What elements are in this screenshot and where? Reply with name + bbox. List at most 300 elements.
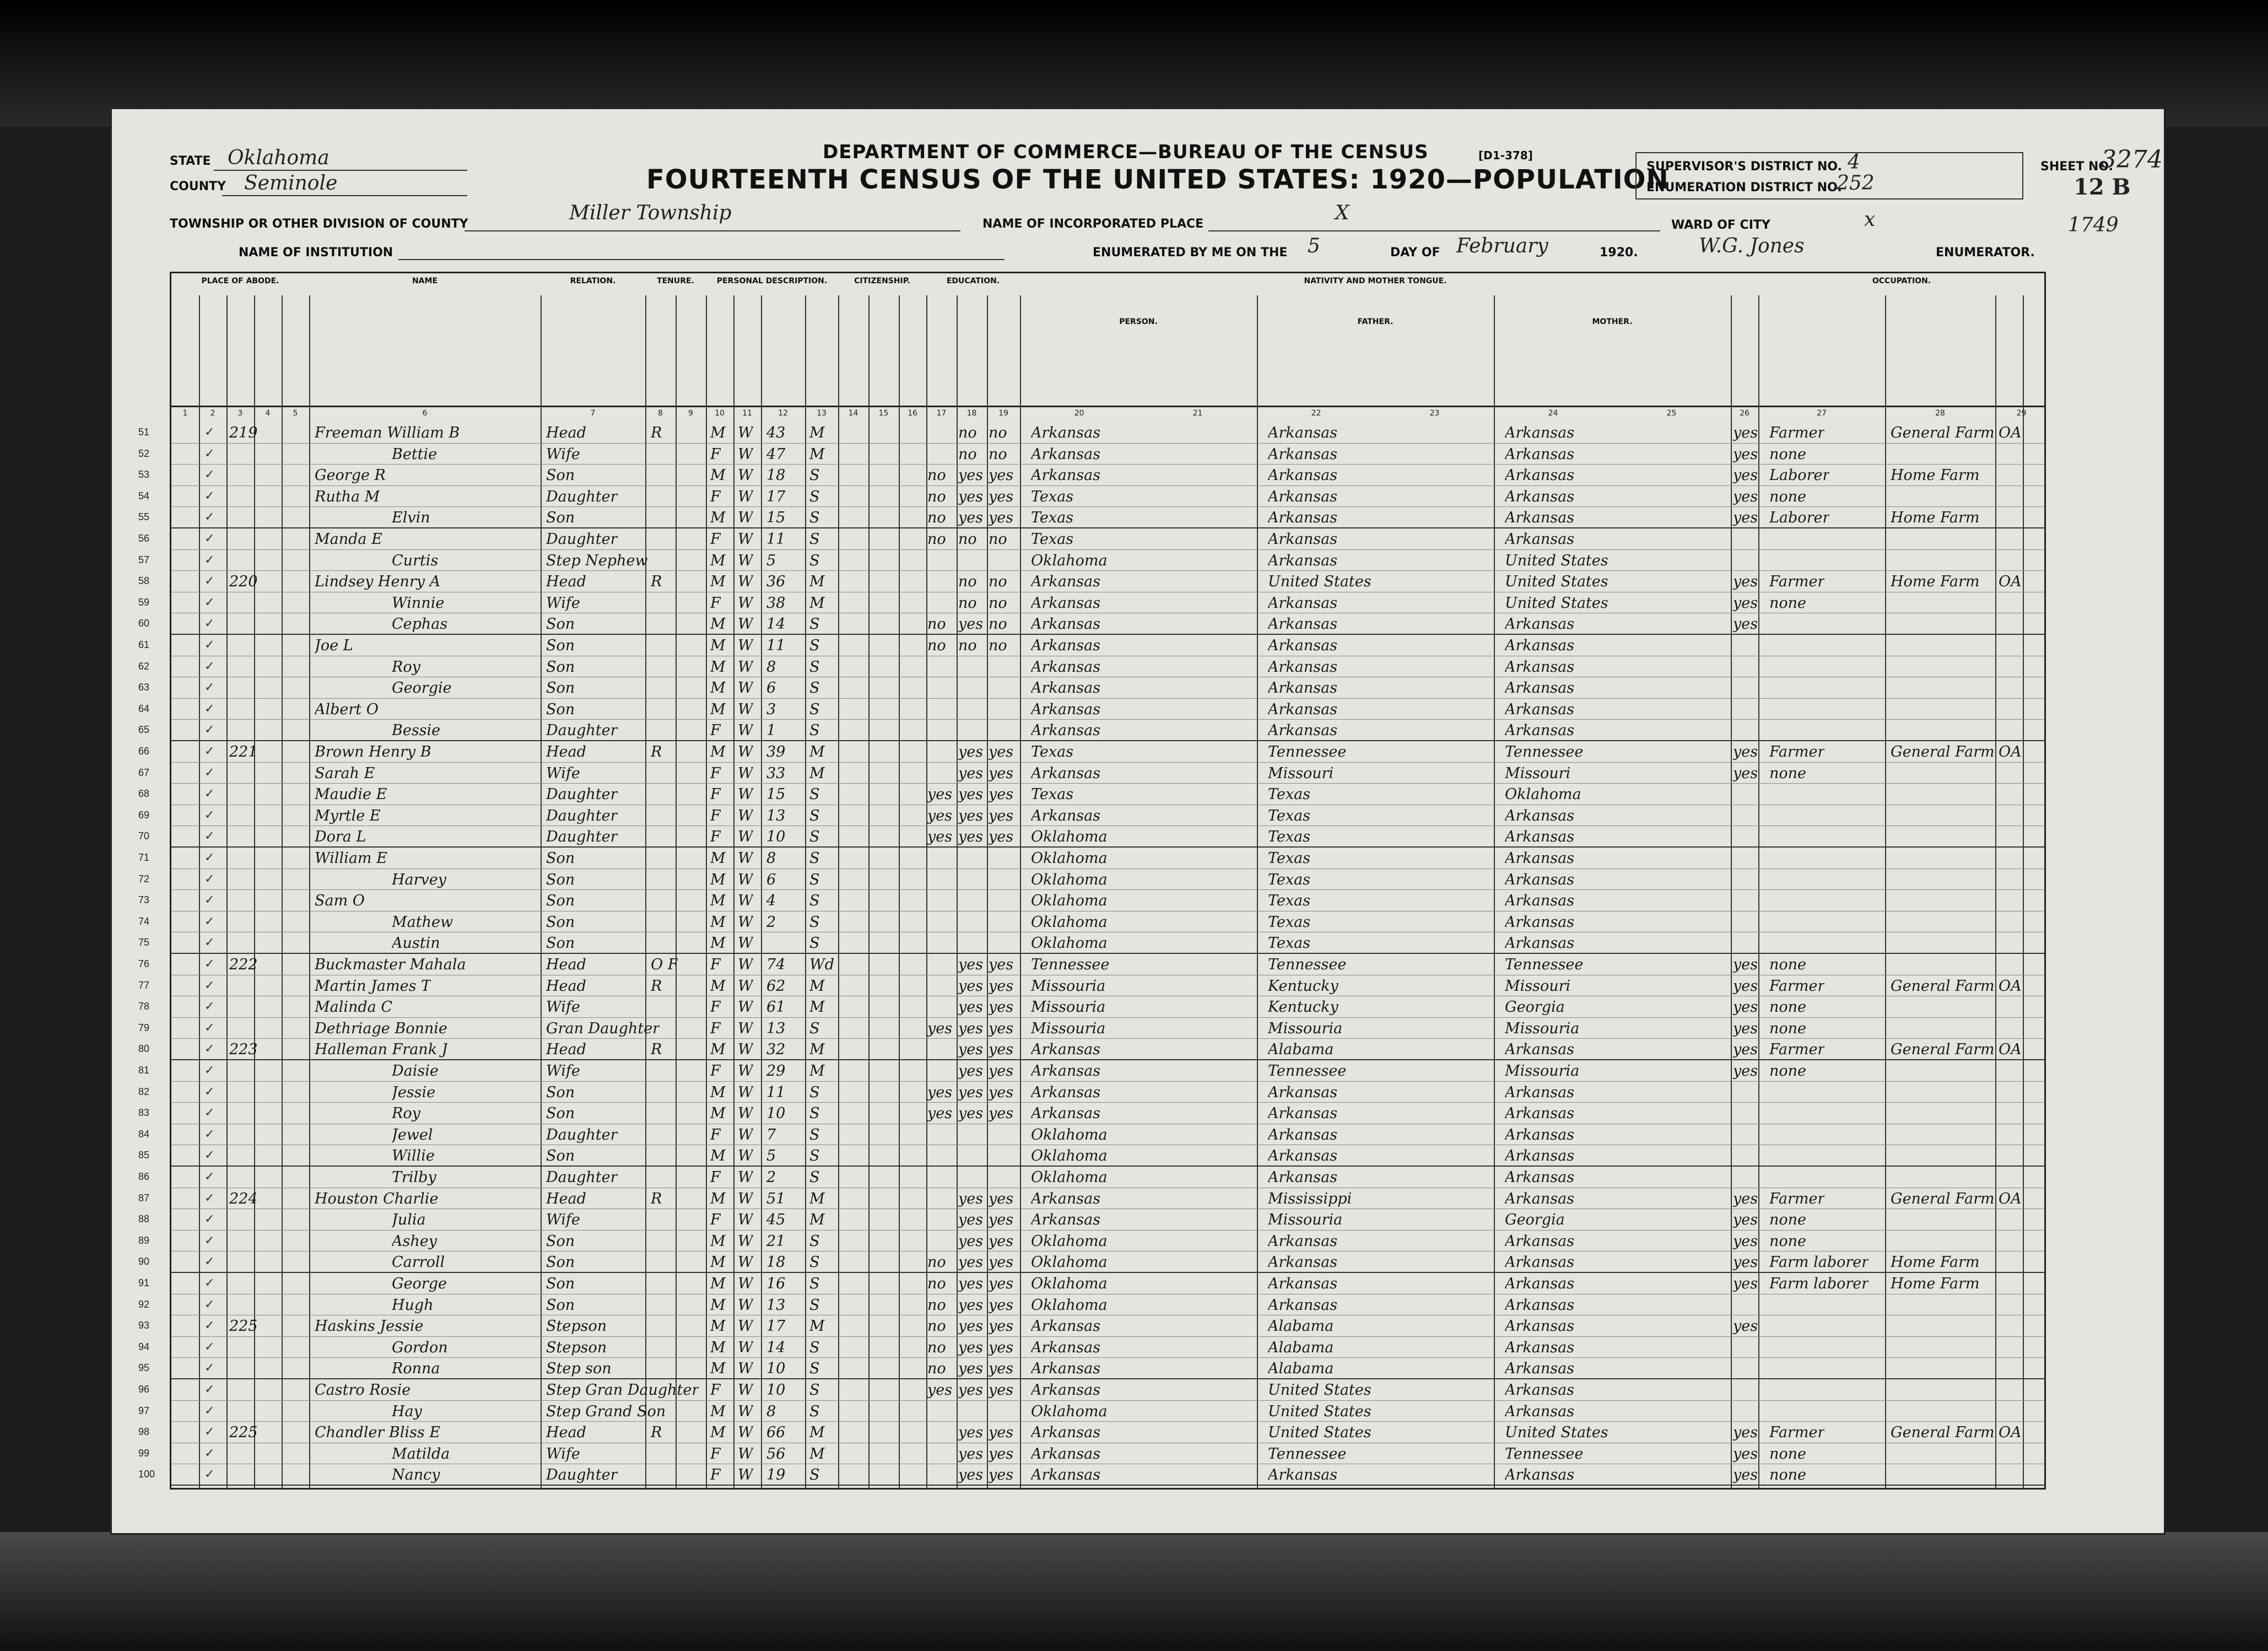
- institution-underline: [398, 259, 1005, 260]
- race: W: [738, 1296, 753, 1314]
- birthplace: Oklahoma: [1031, 1126, 1108, 1143]
- occupation: none: [1769, 1445, 1807, 1463]
- speaks-english: yes: [1733, 1424, 1758, 1442]
- check-mark: ✓: [204, 425, 215, 439]
- group-citizenship: CITIZENSHIP.: [854, 277, 910, 285]
- mother-birthplace: Missouria: [1505, 1062, 1580, 1080]
- group-nativity: NATIVITY AND MOTHER TONGUE.: [1304, 277, 1447, 285]
- table-row: [138, 975, 2044, 997]
- relation: Step Nephew: [546, 552, 648, 569]
- occupation: none: [1769, 1466, 1807, 1484]
- race: W: [738, 1105, 753, 1123]
- race: W: [738, 509, 753, 527]
- enum-month: February: [1456, 235, 1548, 257]
- occupation: none: [1769, 1211, 1807, 1229]
- person-name: Roy: [392, 658, 420, 676]
- marital-status: M: [809, 999, 825, 1016]
- person-name: Mathew: [392, 913, 453, 931]
- father-birthplace: Arkansas: [1268, 658, 1338, 676]
- age: 18: [766, 467, 786, 484]
- dwelling-number: 221: [229, 743, 258, 760]
- check-mark: ✓: [204, 723, 215, 737]
- line-number: 60: [138, 618, 150, 629]
- age: 14: [766, 616, 786, 633]
- able-to-write: yes: [989, 1318, 1014, 1335]
- check-mark: ✓: [204, 1467, 215, 1482]
- table-row: [138, 763, 2044, 784]
- age: 13: [766, 1019, 786, 1037]
- check-mark: ✓: [204, 978, 215, 992]
- birthplace: Arkansas: [1031, 1466, 1101, 1484]
- speaks-english: yes: [1733, 1019, 1758, 1037]
- able-to-write: yes: [989, 764, 1014, 782]
- occupation: Laborer: [1769, 509, 1830, 527]
- sex: M: [710, 637, 726, 654]
- relation: Daughter: [546, 1126, 618, 1143]
- able-to-write: yes: [989, 1083, 1014, 1101]
- table-row: [138, 890, 2044, 911]
- person-name: Harvey: [392, 871, 447, 888]
- line-number: 66: [138, 746, 150, 757]
- place-label: NAME OF INCORPORATED PLACE: [982, 217, 1204, 231]
- tenure: R: [651, 977, 662, 995]
- check-mark: ✓: [204, 595, 215, 609]
- birthplace: Arkansas: [1031, 700, 1101, 718]
- race: W: [738, 445, 753, 463]
- line-number: 75: [138, 937, 150, 948]
- check-mark: ✓: [204, 1127, 215, 1141]
- person-name: Winnie: [392, 594, 445, 612]
- column-number: 24: [1548, 409, 1558, 418]
- age: 1: [766, 722, 776, 740]
- speaks-english: yes: [1733, 1041, 1758, 1059]
- person-name: Brown Henry B: [315, 743, 431, 760]
- mother-birthplace: Arkansas: [1505, 1105, 1575, 1123]
- group-tenure: TENURE.: [657, 277, 694, 285]
- person-name: Willie: [392, 1147, 435, 1165]
- sex: F: [710, 828, 721, 846]
- marital-status: S: [809, 1382, 820, 1399]
- line-number: 83: [138, 1107, 150, 1119]
- relation: Daughter: [546, 722, 618, 740]
- marital-status: S: [809, 722, 820, 740]
- mother-birthplace: Georgia: [1505, 1211, 1565, 1229]
- table-row: [138, 1379, 2044, 1401]
- able-to-read: yes: [958, 509, 984, 527]
- able-to-read: yes: [958, 1190, 984, 1207]
- mother-birthplace: Arkansas: [1505, 1466, 1575, 1484]
- table-row: [138, 1464, 2044, 1486]
- birthplace: Arkansas: [1031, 1318, 1101, 1335]
- race: W: [738, 935, 753, 952]
- race: W: [738, 637, 753, 654]
- age: 17: [766, 488, 786, 505]
- relation: Head: [546, 424, 586, 441]
- able-to-read: yes: [958, 616, 984, 633]
- occupation: Farmer: [1769, 743, 1825, 760]
- marital-status: M: [809, 1318, 825, 1335]
- check-mark: ✓: [204, 1297, 215, 1312]
- person-name: George: [392, 1275, 447, 1292]
- race: W: [738, 1019, 753, 1037]
- person-name: Gordon: [392, 1339, 448, 1356]
- age: 29: [766, 1062, 786, 1080]
- able-to-read: yes: [958, 1445, 984, 1463]
- sex: F: [710, 764, 721, 782]
- able-to-write: no: [989, 424, 1007, 441]
- race: W: [738, 977, 753, 995]
- race: W: [738, 871, 753, 888]
- sex: F: [710, 1062, 721, 1080]
- father-birthplace: Arkansas: [1268, 552, 1338, 569]
- state-value: Oklahoma: [228, 147, 330, 169]
- check-mark: ✓: [204, 1233, 215, 1248]
- person-name: Sam O: [315, 892, 365, 910]
- age: 18: [766, 1254, 786, 1271]
- mother-birthplace: Oklahoma: [1505, 786, 1581, 803]
- father-birthplace: United States: [1268, 573, 1371, 591]
- person-name: Chandler Bliss E: [315, 1424, 441, 1442]
- industry: General Farm: [1891, 1190, 1995, 1207]
- tenure: R: [651, 1190, 662, 1207]
- enum-district-no: 252: [1837, 172, 1875, 195]
- birthplace: Missouria: [1031, 999, 1106, 1016]
- able-to-read: yes: [958, 828, 984, 846]
- group-relation: RELATION.: [570, 277, 616, 285]
- mother-birthplace: Arkansas: [1505, 1275, 1575, 1292]
- birthplace: Oklahoma: [1031, 1296, 1108, 1314]
- sex: F: [710, 1445, 721, 1463]
- person-name: Roy: [392, 1105, 420, 1123]
- person-name: Georgie: [392, 679, 452, 697]
- able-to-read: yes: [958, 1041, 984, 1059]
- line-number: 85: [138, 1150, 150, 1161]
- marital-status: S: [809, 616, 820, 633]
- attended-school: no: [927, 1339, 946, 1356]
- relation: Wife: [546, 445, 580, 463]
- relation: Son: [546, 467, 575, 484]
- able-to-read: yes: [958, 1296, 984, 1314]
- person-name: Ashey: [392, 1232, 437, 1250]
- table-row: [138, 444, 2044, 465]
- line-number: 73: [138, 894, 150, 906]
- table-row: [138, 1018, 2044, 1039]
- speaks-english: yes: [1733, 1275, 1758, 1292]
- mother-birthplace: Arkansas: [1505, 424, 1575, 441]
- age: 11: [766, 637, 786, 654]
- mother-birthplace: Arkansas: [1505, 1190, 1575, 1207]
- father-birthplace: Arkansas: [1268, 445, 1338, 463]
- birthplace: Arkansas: [1031, 1382, 1101, 1399]
- race: W: [738, 1041, 753, 1059]
- marital-status: S: [809, 1360, 820, 1378]
- able-to-read: yes: [958, 956, 984, 973]
- mother-birthplace: Arkansas: [1505, 828, 1575, 846]
- age: 7: [766, 1126, 776, 1143]
- line-number: 62: [138, 660, 150, 672]
- father-birthplace: Arkansas: [1268, 424, 1338, 441]
- marital-status: S: [809, 828, 820, 846]
- speaks-english: yes: [1733, 743, 1758, 760]
- table-row: [138, 954, 2044, 975]
- class-of-worker: OA: [1999, 977, 2022, 995]
- speaks-english: yes: [1733, 999, 1758, 1016]
- person-name: Austin: [392, 935, 440, 952]
- line-number: 52: [138, 447, 150, 459]
- relation: Daughter: [546, 531, 618, 548]
- father-birthplace: Kentucky: [1268, 999, 1338, 1016]
- father-birthplace: Tennessee: [1268, 1062, 1347, 1080]
- check-mark: ✓: [204, 1404, 215, 1418]
- scan-border-bottom: [0, 1532, 2268, 1651]
- marital-status: M: [809, 743, 825, 760]
- speaks-english: yes: [1733, 1466, 1758, 1484]
- class-of-worker: OA: [1999, 424, 2022, 441]
- column-number: 8: [658, 409, 663, 418]
- race: W: [738, 700, 753, 718]
- sex: M: [710, 616, 726, 633]
- age: 16: [766, 1275, 786, 1292]
- line-number: 64: [138, 703, 150, 714]
- able-to-write: yes: [989, 1041, 1014, 1059]
- table-row: [138, 848, 2044, 869]
- person-name: Hugh: [392, 1296, 434, 1314]
- sex: M: [710, 658, 726, 676]
- line-number: 76: [138, 958, 150, 969]
- mother-birthplace: Arkansas: [1505, 658, 1575, 676]
- column-number: 14: [848, 409, 858, 418]
- race: W: [738, 850, 753, 867]
- race: W: [738, 913, 753, 931]
- check-mark: ✓: [204, 744, 215, 758]
- race: W: [738, 552, 753, 569]
- check-mark: ✓: [204, 489, 215, 503]
- check-mark: ✓: [204, 532, 215, 546]
- table-row: [138, 1039, 2044, 1060]
- person-name: Martin James T: [315, 977, 431, 995]
- table-row: [138, 613, 2044, 635]
- person-name: Maudie E: [315, 786, 387, 803]
- table-row: [138, 507, 2044, 528]
- table-row: [138, 1209, 2044, 1231]
- supervisor-label: SUPERVISOR'S DISTRICT NO.: [1646, 160, 1842, 174]
- marital-status: S: [809, 1232, 820, 1250]
- column-number: 25: [1666, 409, 1677, 418]
- sex: M: [710, 1424, 726, 1442]
- dwelling-number: 224: [229, 1190, 258, 1207]
- marital-status: S: [809, 1105, 820, 1123]
- check-mark: ✓: [204, 829, 215, 844]
- enum-year: 1920.: [1600, 246, 1638, 260]
- sex: F: [710, 488, 721, 505]
- birthplace: Texas: [1031, 743, 1074, 760]
- race: W: [738, 1211, 753, 1229]
- mother-birthplace: Arkansas: [1505, 807, 1575, 824]
- sex: M: [710, 700, 726, 718]
- father-birthplace: Texas: [1268, 892, 1311, 910]
- race: W: [738, 531, 753, 548]
- birthplace: Oklahoma: [1031, 1169, 1108, 1186]
- person-name: Matilda: [392, 1445, 450, 1463]
- birthplace: Texas: [1031, 786, 1074, 803]
- able-to-write: yes: [989, 1339, 1014, 1356]
- able-to-write: yes: [989, 828, 1014, 846]
- person-name: Carroll: [392, 1254, 445, 1271]
- marital-status: M: [809, 1190, 825, 1207]
- line-number: 80: [138, 1043, 150, 1055]
- sex: M: [710, 850, 726, 867]
- table-row: [138, 1103, 2044, 1124]
- occupation: Farmer: [1769, 573, 1825, 591]
- sex: M: [710, 1275, 726, 1292]
- marital-status: S: [809, 1275, 820, 1292]
- race: W: [738, 1275, 753, 1292]
- attended-school: no: [927, 488, 946, 505]
- check-mark: ✓: [204, 1361, 215, 1375]
- age: 33: [766, 764, 786, 782]
- able-to-read: yes: [958, 1211, 984, 1229]
- birthplace: Arkansas: [1031, 658, 1101, 676]
- father-birthplace: Texas: [1268, 871, 1311, 888]
- table-row: [138, 1315, 2044, 1337]
- line-number: 54: [138, 490, 150, 501]
- father-birthplace: Arkansas: [1268, 1275, 1338, 1292]
- age: 15: [766, 786, 786, 803]
- relation: Head: [546, 743, 586, 760]
- marital-status: S: [809, 1339, 820, 1356]
- industry: General Farm: [1891, 743, 1995, 760]
- line-number: 78: [138, 1001, 150, 1012]
- sex: F: [710, 1382, 721, 1399]
- relation: Daughter: [546, 828, 618, 846]
- father-birthplace: Arkansas: [1268, 1169, 1338, 1186]
- marital-status: M: [809, 764, 825, 782]
- sex: F: [710, 807, 721, 824]
- relation: Daughter: [546, 488, 618, 505]
- able-to-write: no: [989, 573, 1007, 591]
- line-number: 51: [138, 427, 150, 438]
- table-row: [138, 1124, 2044, 1146]
- father-birthplace: Alabama: [1268, 1339, 1334, 1356]
- speaks-english: yes: [1733, 1062, 1758, 1080]
- race: W: [738, 1360, 753, 1378]
- check-mark: ✓: [204, 1170, 215, 1184]
- attended-school: yes: [927, 1019, 953, 1037]
- attended-school: no: [927, 637, 946, 654]
- person-name: Rutha M: [315, 488, 380, 505]
- age: 61: [766, 999, 786, 1016]
- relation: Head: [546, 1424, 586, 1442]
- tenure: O F: [651, 956, 678, 973]
- race: W: [738, 1466, 753, 1484]
- subgroup-mother: MOTHER.: [1592, 317, 1633, 326]
- race: W: [738, 807, 753, 824]
- person-name: Freeman William B: [315, 424, 460, 441]
- marital-status: S: [809, 488, 820, 505]
- age: 5: [766, 1147, 776, 1165]
- check-mark: ✓: [204, 787, 215, 801]
- marital-status: S: [809, 935, 820, 952]
- person-name: Curtis: [392, 552, 439, 569]
- father-birthplace: United States: [1268, 1382, 1371, 1399]
- speaks-english: yes: [1733, 488, 1758, 505]
- sex: F: [710, 531, 721, 548]
- person-name: Joe L: [315, 637, 353, 654]
- person-name: Ronna: [392, 1360, 440, 1378]
- sex: M: [710, 935, 726, 952]
- mother-birthplace: Arkansas: [1505, 1147, 1575, 1165]
- able-to-read: yes: [958, 743, 984, 760]
- marital-status: S: [809, 679, 820, 697]
- column-number: 20: [1074, 409, 1084, 418]
- person-name: Bettie: [392, 445, 438, 463]
- person-name: Lindsey Henry A: [315, 573, 441, 591]
- table-row: [138, 1401, 2044, 1422]
- sex: M: [710, 467, 726, 484]
- race: W: [738, 1318, 753, 1335]
- able-to-read: no: [958, 573, 977, 591]
- line-number: 65: [138, 724, 150, 736]
- column-number: 28: [1935, 409, 1945, 418]
- person-name: Albert O: [315, 700, 379, 718]
- birthplace: Missouria: [1031, 1019, 1106, 1037]
- line-number: 53: [138, 469, 150, 481]
- check-mark: ✓: [204, 553, 215, 567]
- age: 62: [766, 977, 786, 995]
- sex: M: [710, 573, 726, 591]
- age: 39: [766, 743, 786, 760]
- age: 15: [766, 509, 786, 527]
- age: 4: [766, 892, 776, 910]
- attended-school: yes: [927, 828, 953, 846]
- able-to-read: yes: [958, 977, 984, 995]
- person-name: Jewel: [392, 1126, 433, 1143]
- county-label: COUNTY: [170, 180, 226, 193]
- marital-status: S: [809, 531, 820, 548]
- mother-birthplace: Tennessee: [1505, 1445, 1584, 1463]
- archive-stamp: 1749: [2068, 214, 2119, 236]
- line-number: 79: [138, 1022, 150, 1033]
- father-birthplace: Arkansas: [1268, 594, 1338, 612]
- column-number: 5: [293, 409, 298, 418]
- sheet-label: SHEET NO.: [2040, 160, 2113, 174]
- table-row: [138, 932, 2044, 954]
- column-number: 11: [742, 409, 752, 418]
- person-name: Castro Rosie: [315, 1382, 411, 1399]
- able-to-read: yes: [958, 1339, 984, 1356]
- relation: Wife: [546, 999, 580, 1016]
- age: 66: [766, 1424, 786, 1442]
- occupation: none: [1769, 999, 1807, 1016]
- line-number: 63: [138, 682, 150, 693]
- able-to-read: yes: [958, 1466, 984, 1484]
- industry: Home Farm: [1891, 509, 1980, 527]
- speaks-english: yes: [1733, 616, 1758, 633]
- person-name: Elvin: [392, 509, 430, 527]
- birthplace: Arkansas: [1031, 1062, 1101, 1080]
- table-row: [138, 677, 2044, 699]
- able-to-read: yes: [958, 1105, 984, 1123]
- able-to-read: yes: [958, 1275, 984, 1292]
- mother-birthplace: Arkansas: [1505, 616, 1575, 633]
- able-to-read: yes: [958, 1019, 984, 1037]
- birthplace: Arkansas: [1031, 1424, 1101, 1442]
- table-row: [138, 1167, 2044, 1188]
- line-number: 72: [138, 873, 150, 884]
- mother-birthplace: Arkansas: [1505, 892, 1575, 910]
- birthplace: Oklahoma: [1031, 1232, 1108, 1250]
- mother-birthplace: Arkansas: [1505, 1318, 1575, 1335]
